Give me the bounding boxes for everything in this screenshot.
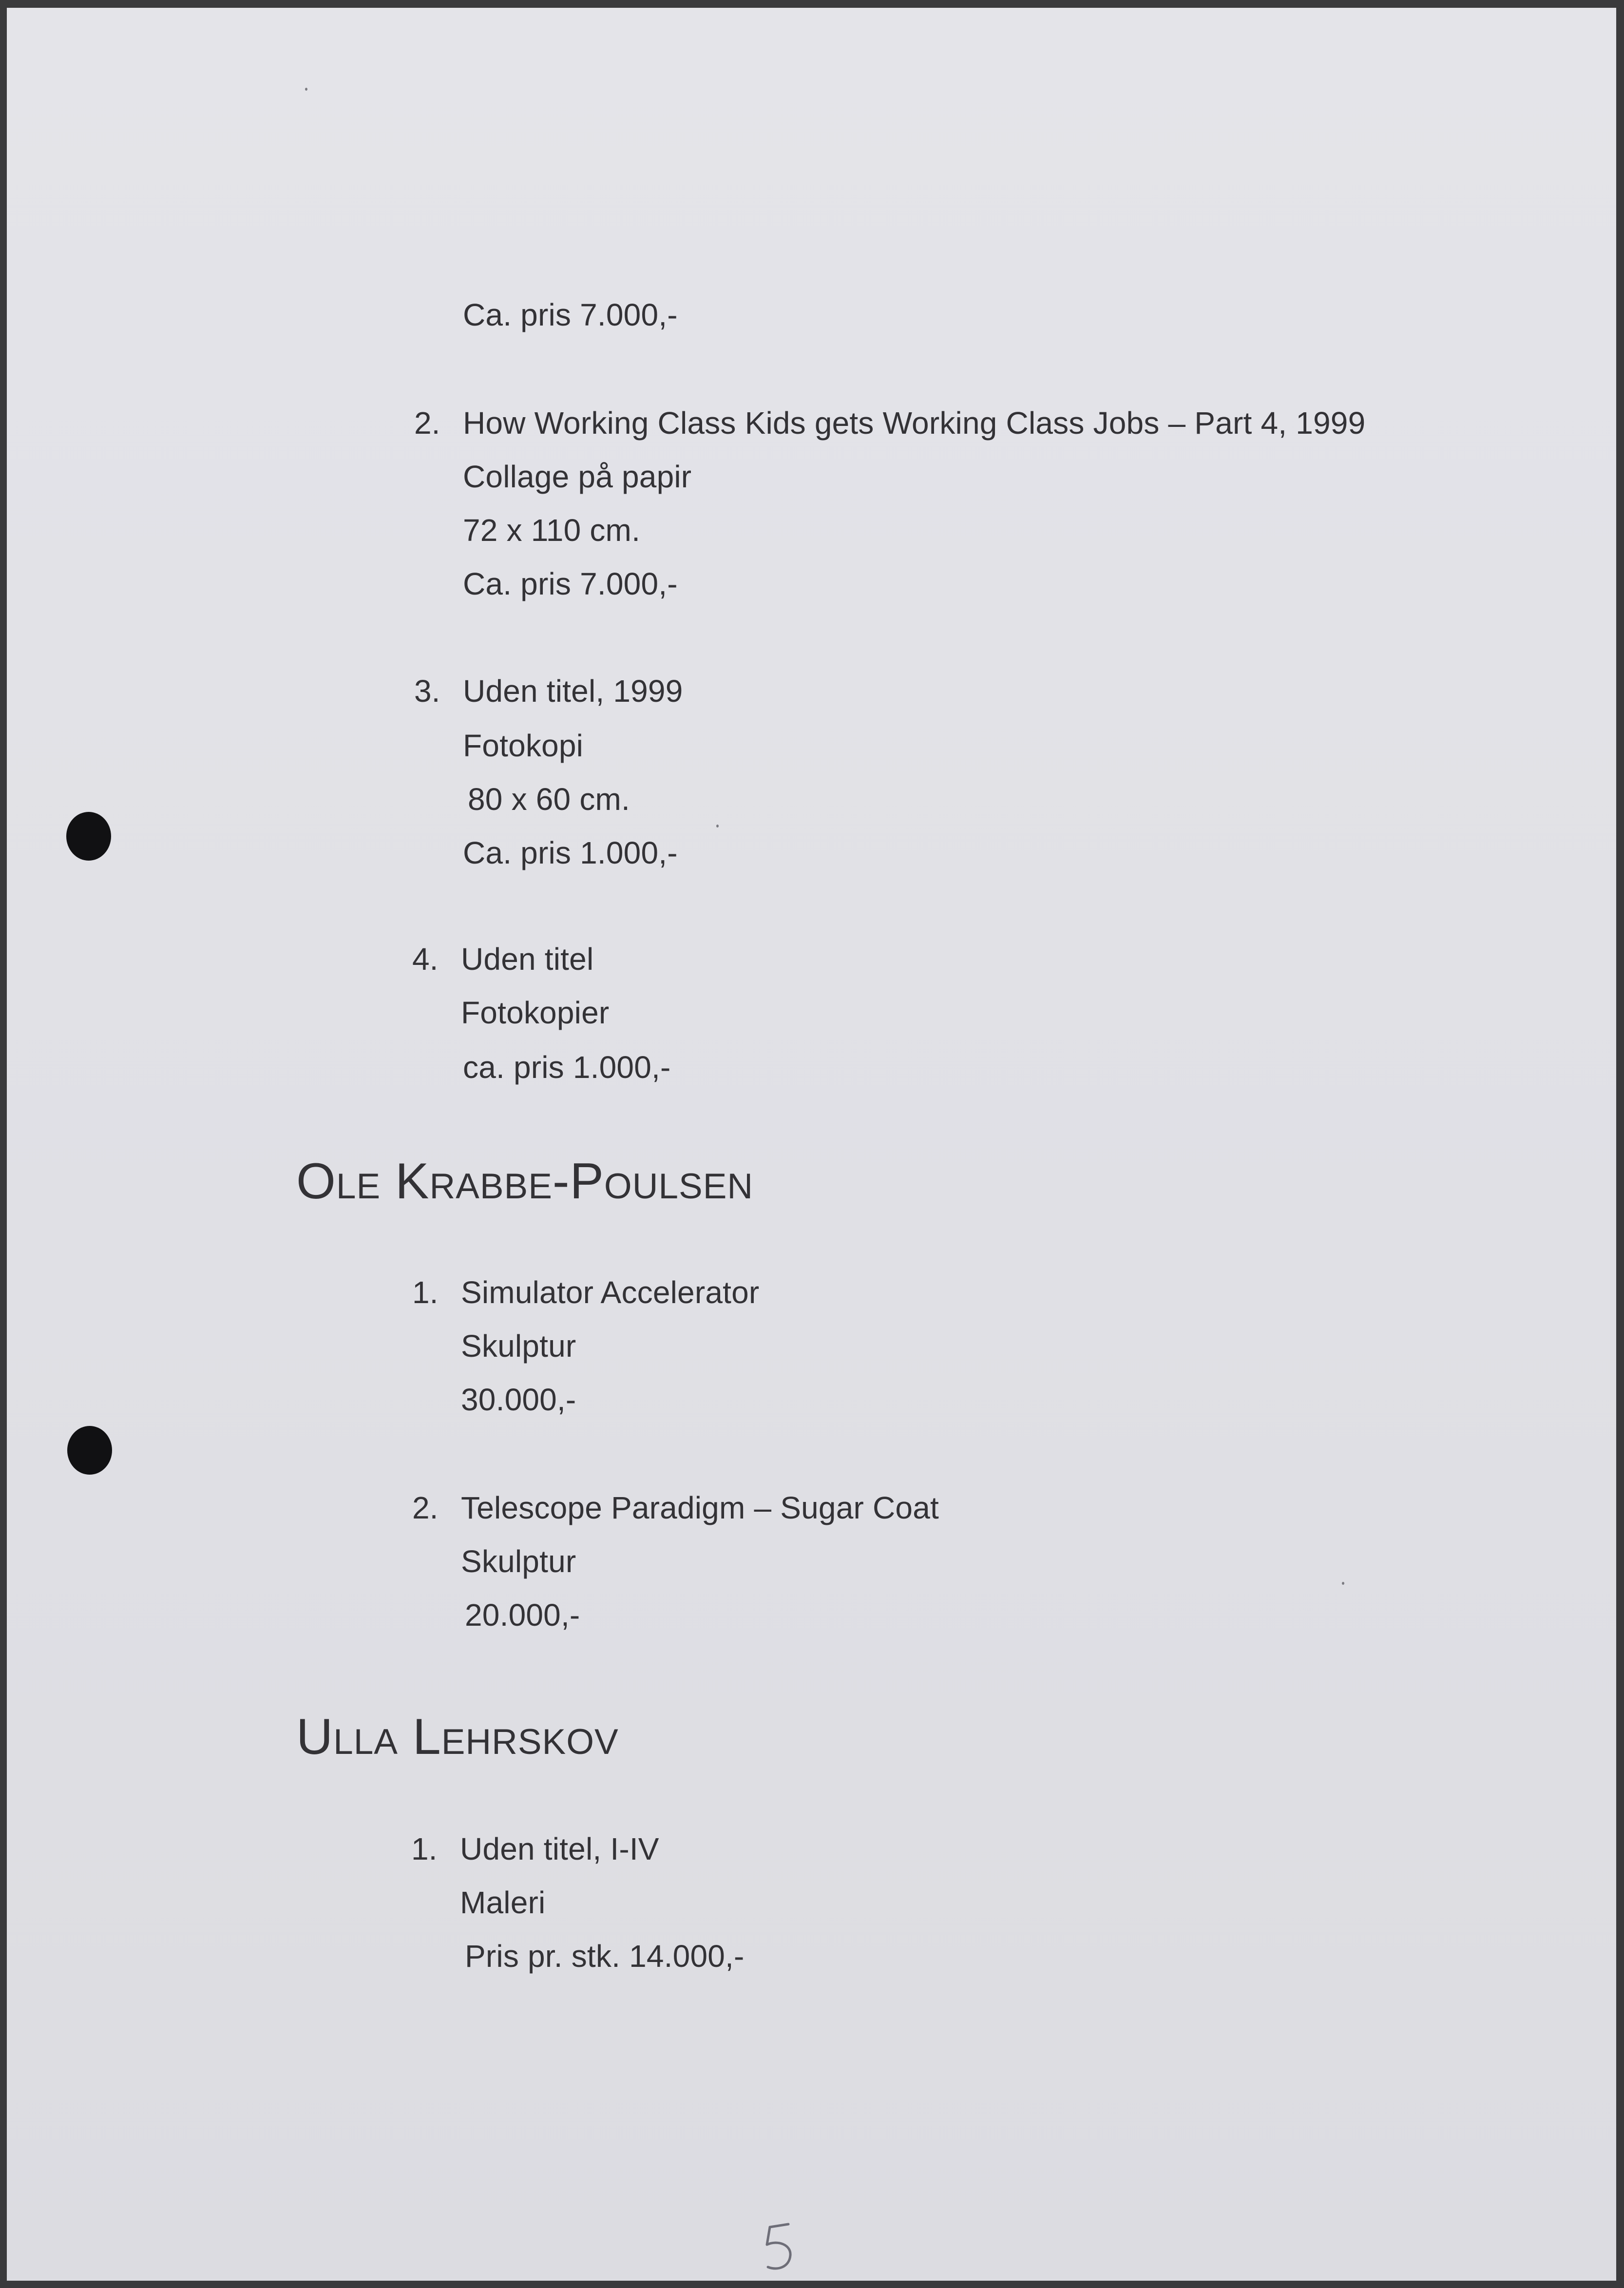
- artist-name: Ulla Lehrskov: [296, 1709, 619, 1765]
- item-medium: Skulptur: [461, 1544, 576, 1579]
- item-price: Ca. pris 7.000,-: [463, 566, 678, 601]
- paper-speck: [1342, 1582, 1344, 1585]
- item-medium: Fotokopi: [463, 728, 584, 763]
- item-title: Uden titel, I-IV: [460, 1831, 659, 1866]
- item-number: 4.: [412, 942, 439, 977]
- punch-hole: [66, 812, 111, 861]
- punch-hole: [67, 1426, 112, 1475]
- artist-name: Ole Krabbe-Poulsen: [296, 1153, 754, 1210]
- artist-heading: [296, 1153, 754, 1210]
- item-title: Simulator Accelerator: [461, 1275, 760, 1310]
- item-title: Uden titel, 1999: [463, 673, 683, 709]
- item-number: 2.: [414, 405, 440, 441]
- item-price: 20.000,-: [465, 1597, 580, 1633]
- item-number: 2.: [412, 1490, 439, 1525]
- item-title: Uden titel: [461, 942, 594, 977]
- item-medium: Collage på papir: [463, 459, 692, 494]
- item-number: 1.: [411, 1831, 438, 1866]
- item-title: Telescope Paradigm – Sugar Coat: [461, 1490, 939, 1525]
- item-price: Pris pr. stk. 14.000,-: [465, 1939, 745, 1974]
- artist-heading: [296, 1709, 619, 1765]
- item-title: How Working Class Kids gets Working Class Jobs – Part 4, 1999: [463, 405, 1366, 441]
- continuation-price: Ca. pris 7.000,-: [463, 297, 678, 332]
- item-size: 80 x 60 cm.: [468, 782, 630, 817]
- item-price: 30.000,-: [461, 1382, 576, 1417]
- document-page: [7, 8, 1616, 2281]
- item-size: 72 x 110 cm.: [463, 513, 641, 548]
- item-number: 3.: [414, 673, 440, 709]
- paper-speck: [716, 825, 719, 827]
- handwritten-page-number: [763, 2220, 797, 2274]
- item-medium: Maleri: [460, 1885, 546, 1920]
- item-medium: Skulptur: [461, 1328, 576, 1364]
- item-number: 1.: [412, 1275, 439, 1310]
- item-medium: Fotokopier: [461, 995, 610, 1030]
- item-price: Ca. pris 1.000,-: [463, 835, 678, 870]
- item-price: ca. pris 1.000,-: [463, 1050, 671, 1085]
- paper-speck: [305, 88, 307, 91]
